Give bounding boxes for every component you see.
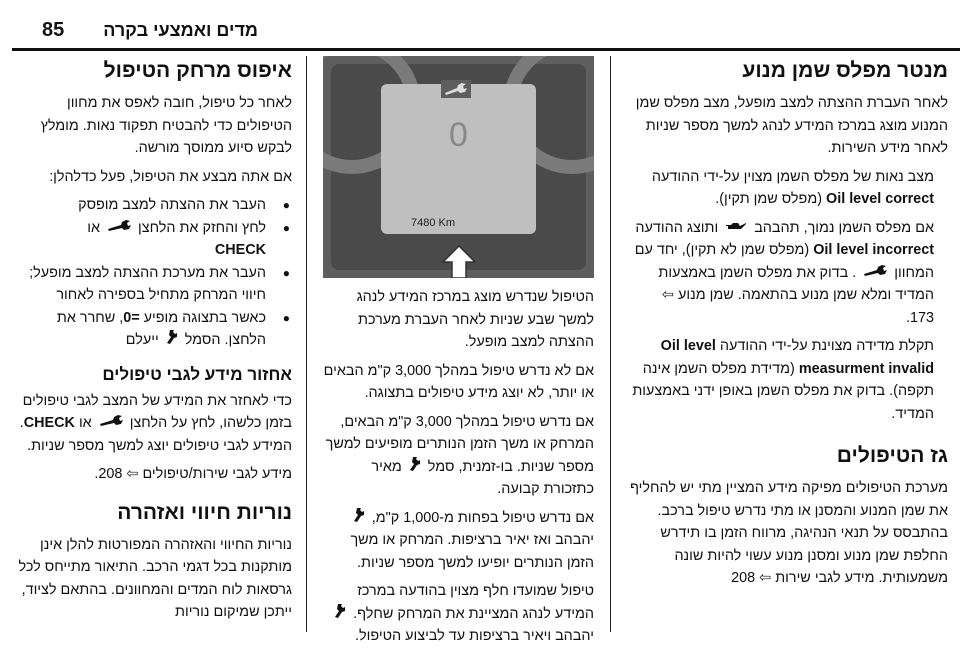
oil-monitor-intro: לאחר העברת ההצתה למצב מופעל, מצב מפלס שמן המנוע מוצג במרכז המידע לנהג למשך מספר שניות לאחר מידע השירות. [635, 95, 948, 156]
service-urgent-paragraph: אם נדרש טיפול בפחות מ-1,000 ק"מ, יהבהב ואז יאיר ברציפות. המרחק או משך הזמן הנותרים יופיעו למשך מספר שניות. [323, 507, 594, 575]
service-display-paragraph: הטיפול שנדרש מוצג במרכז המידע לנהג למשך שבע שניות לאחר העברת מערכת ההצתה למצב מופעל. [356, 289, 594, 350]
service-wrench-indicator [441, 80, 471, 98]
oil-invalid-paragraph: תקלת מדידה מצוינת על-ידי ההודעה Oil level measurment invalid (מדידת מפלס השמן אינה תקפה). בדוק את מפלס השמן באופן ידני באמצעות המדיד. [632, 338, 934, 422]
reset-steps-list [14, 194, 292, 352]
page-header [42, 20, 948, 44]
list-item: ● העבר את מערכת ההצתה למצב מופעל; חיווי המרחק מתחיל בספירה לאחור [14, 262, 292, 307]
warning-lights-heading: נוריות חיווי ואזהרה [117, 500, 292, 524]
wrench-icon [334, 603, 346, 626]
page-ref: 208 [731, 570, 756, 587]
middle-column [323, 56, 594, 654]
check-button-label: CHECK [23, 415, 75, 432]
no-service-paragraph: אם לא נדרש טיפול במהלך 3,000 ק"מ הבאים או יותר, לא יוצג מידע טיפולים בתצוגה. [323, 362, 594, 401]
list-item: ● העבר את ההצתה למצב מופסק [14, 194, 292, 217]
driver-info-display [381, 84, 536, 234]
speed-readout: 0 [449, 116, 468, 154]
left-column [14, 56, 292, 630]
section-title: מדים ואמצעי בקרה [103, 20, 258, 40]
check-button-label: CHECK [214, 242, 266, 259]
oil-low-paragraph: אם מפלס השמן נמוך, תהבהב ותוצג ההודעה Oil level incorrect (מפלס שמן לא תקין), יחד עם המחוון . בדוק את מפלס השמן באמצעות המדיד ומלא שמן מנוע בהתאמה. שמן מנוע ⇦ 173. [630, 217, 948, 330]
wrench-icon [166, 329, 178, 352]
list-item: ● כאשר בתצוגה מופיע =0, שחרר את הלחצן. הסמל ייעלם [14, 307, 292, 352]
service-soon-paragraph: אם נדרש טיפול במהלך 3,000 ק"מ הבאים, המרחק או משך הזמן הנותרים מופיעים למשך מספר שניות. בו-זמנית, סמל מאיר כתזכורת קבועה. [325, 413, 594, 498]
oil-can-icon [725, 217, 747, 240]
oil-incorrect-message: Oil level incorrect [813, 242, 934, 259]
instrument-cluster-image [323, 56, 594, 278]
odometer-readout: 7480 Km [411, 217, 456, 229]
wrench-icon [99, 412, 123, 435]
page-ref-arrow-icon: ⇦ [759, 570, 772, 587]
oil-monitor-heading: מנטר מפלס שמן מנוע [742, 59, 948, 82]
service-heading: גז הטיפולים [836, 444, 948, 468]
service-paragraph: מערכת הטיפולים מפיקה מידע המציין מתי יש להחליף את שמן המנוע והמסנן או מתי נדרש טיפול ברכב. בהתבסס על תנאי הנהיגה, מרווח הזמן בו תידרש החלפת שמן מנוע ומסנן מנוע עשוי להיות שונה משמעותית. מידע לגבי שירות ⇦ 208 [629, 480, 948, 587]
service-overdue-paragraph: טיפול שמועדו חלף מצוין בהודעה במרכז המידע לנהג המציינת את המרחק שחלף. יהבהב ויאיר ברציפות עד לביצוע הטיפול. [323, 580, 594, 648]
page-ref-arrow-icon: ⇦ [126, 466, 139, 483]
warning-lights-paragraph: נוריות החיווי והאזהרה המפורטות להלן אינן מותקנות בכל דגמי הרכב. התיאור מתייחס לכל גרסאות לוח המדים והמחוונים. בהתאם לציוד, ייתכן שמיקום נוריות [18, 536, 292, 621]
page-ref: 208 [98, 466, 123, 483]
reset-intro: לאחר כל טיפול, חובה לאפס את מחוון הטיפולים כדי להבטיח תפקוד נאות. מומלץ לבקש סיוע ממוסך מורשה. [40, 95, 292, 156]
oil-correct-paragraph: מצב נאות של מפלס השמן מצוין על-ידי ההודעה Oil level correct (מפלס שמן תקין). [651, 168, 934, 207]
list-item: ● לחץ והחזק את הלחצן או CHECK [14, 217, 292, 262]
service-info-ref: מידע לגבי שירות/טיפולים ⇦ 208. [94, 466, 292, 483]
wrench-icon [107, 217, 131, 240]
header-rule [12, 48, 960, 51]
retrieve-heading: אחזור מידע לגבי טיפולים [102, 364, 292, 384]
retrieve-paragraph: כדי לאחזר את המידע של המצב לגבי טיפולים בזמן כלשהו, לחץ על הלחצן או CHECK. המידע לגבי טיפולים יוצג למשך מספר שניות. [19, 392, 292, 454]
wrench-icon [353, 507, 365, 530]
wrench-icon [409, 456, 421, 479]
reset-heading: איפוס מרחק הטיפול [103, 59, 292, 82]
column-divider-left [306, 56, 307, 632]
pointer-arrow-icon [441, 244, 477, 278]
oil-invalid-message: Oil level measurment invalid [660, 338, 934, 377]
page-ref: 173 [909, 309, 934, 326]
right-column [630, 56, 948, 596]
wrench-icon [863, 262, 887, 285]
oil-correct-message: Oil level correct [826, 191, 934, 207]
column-divider-right [610, 56, 611, 632]
page-number: 85 [42, 19, 65, 41]
reset-instructions-intro: אם אתה מבצע את הטיפול, פעל כדלהלן: [49, 168, 292, 185]
page-ref-arrow-icon: ⇦ [661, 287, 674, 304]
